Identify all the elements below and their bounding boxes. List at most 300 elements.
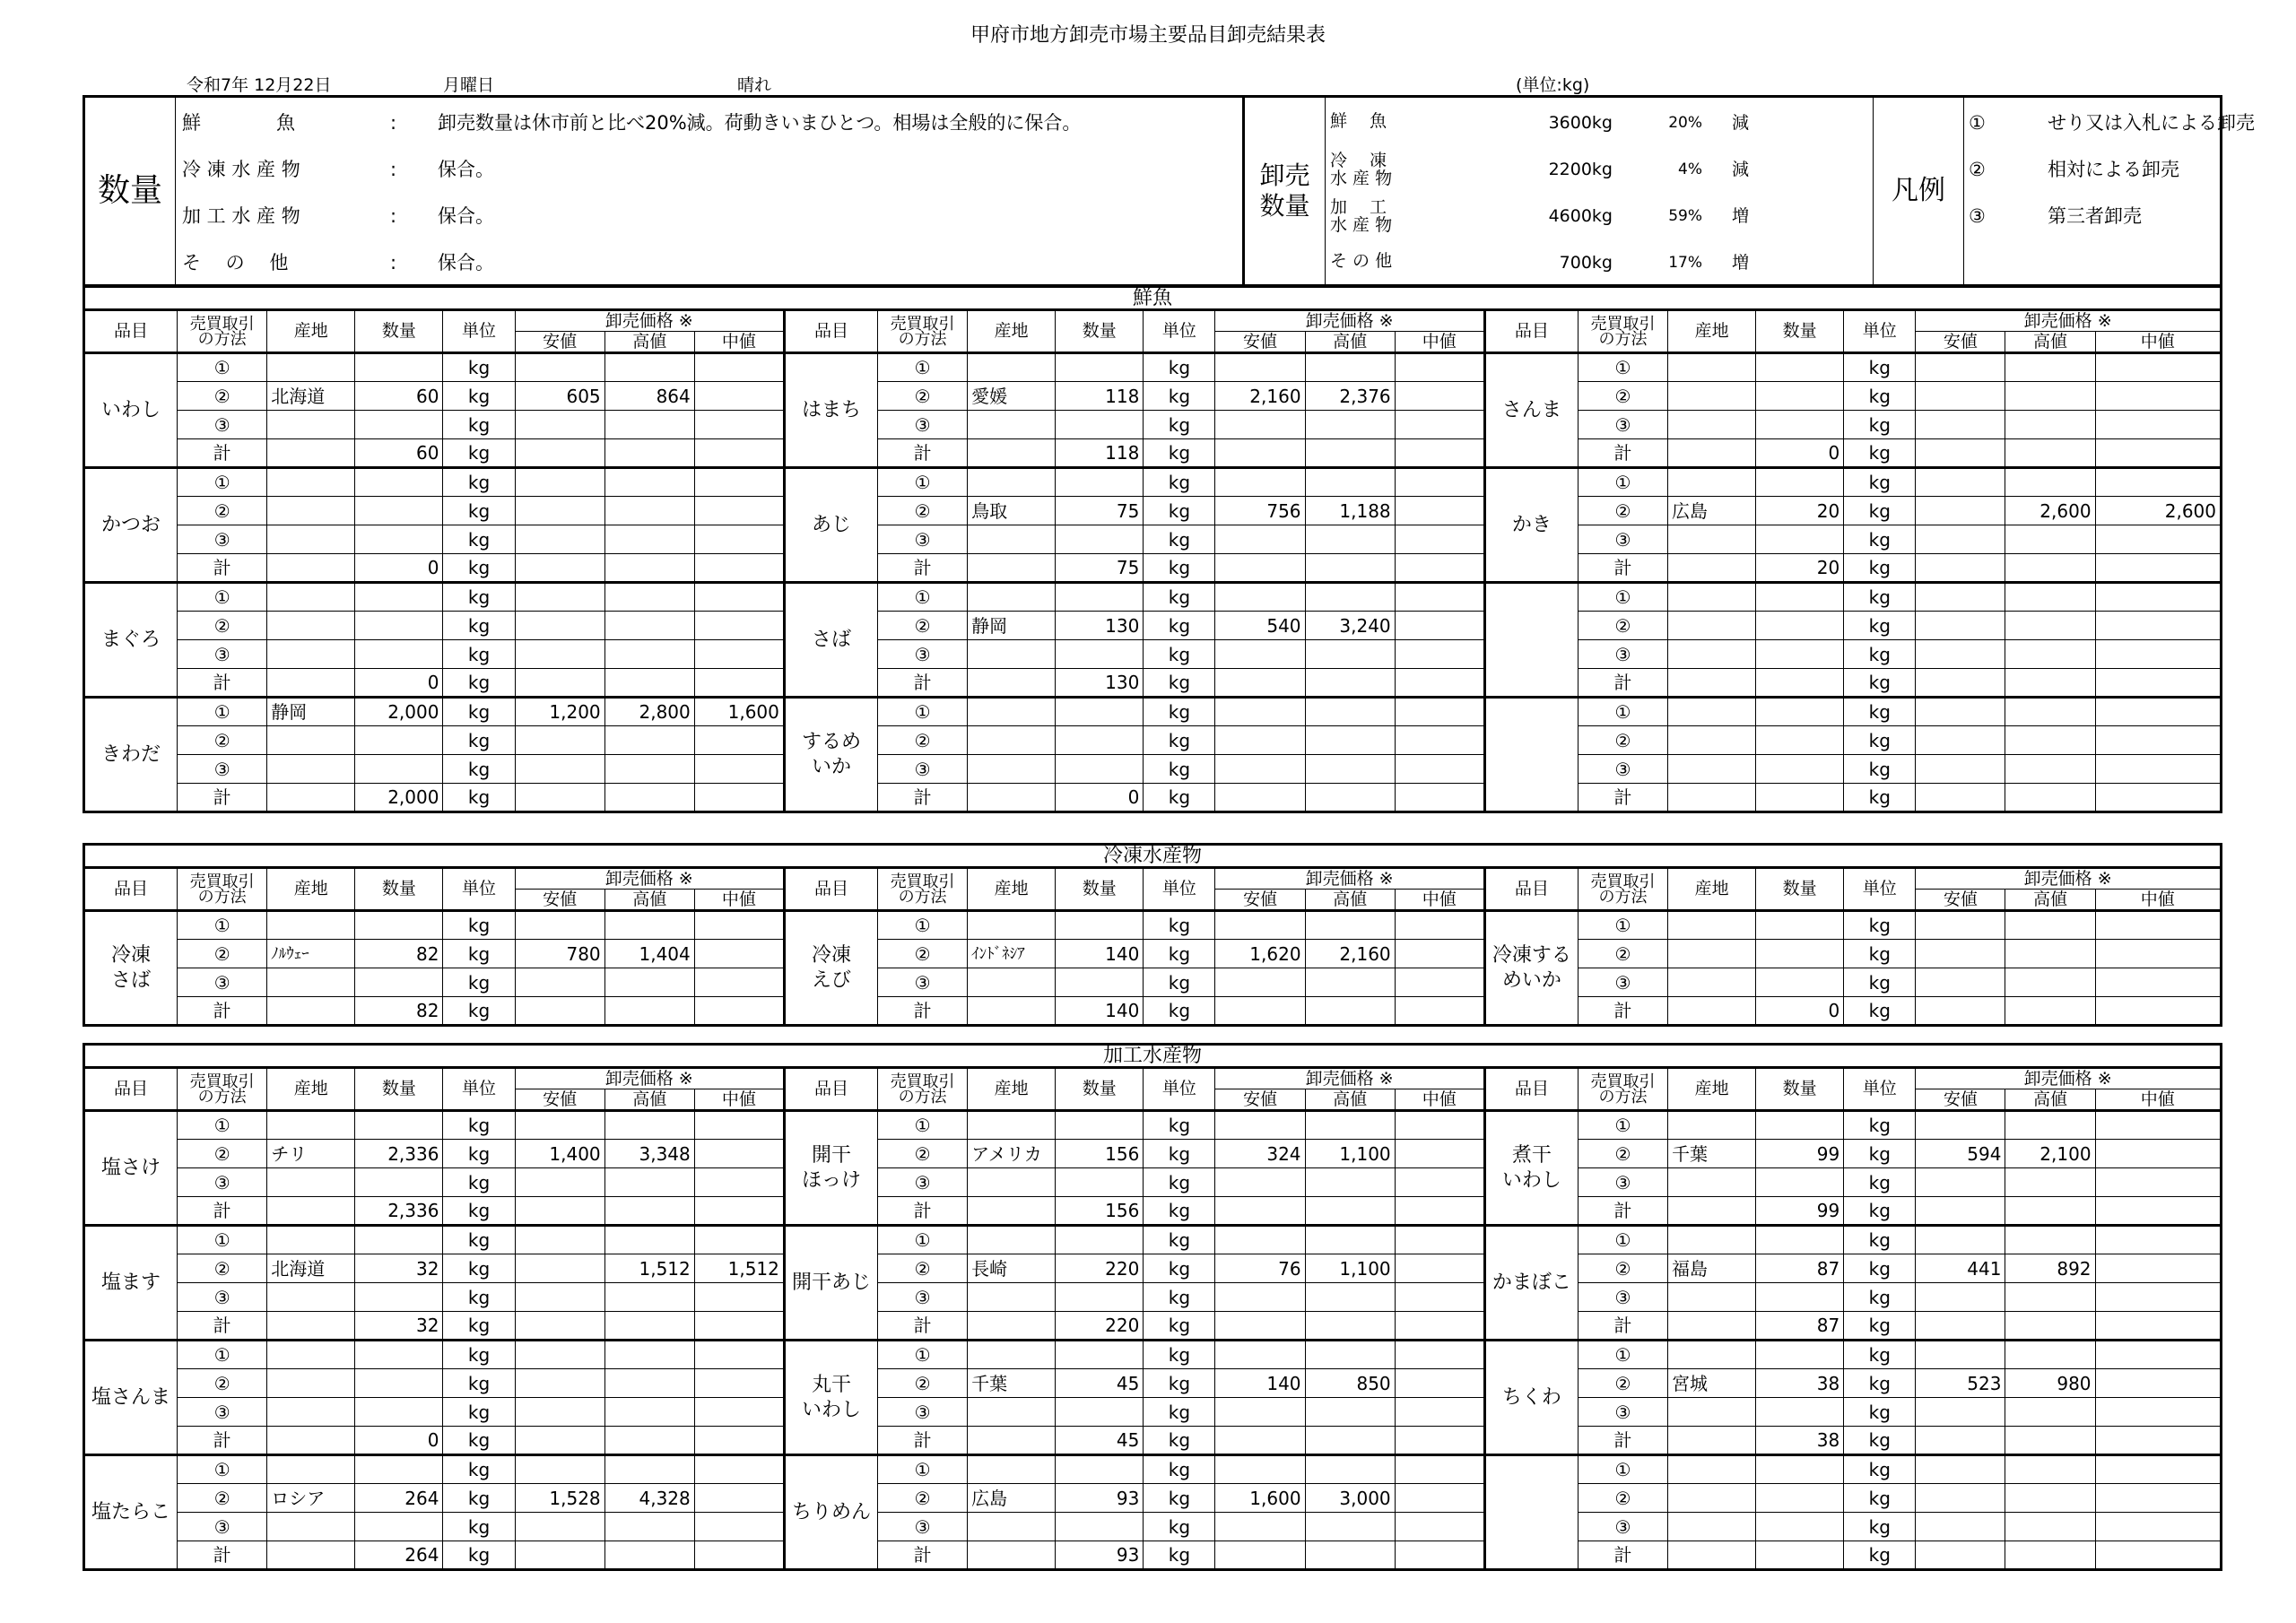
- summary-category: 加 工 水 産 物: [182, 205, 300, 227]
- qty-cell: [1056, 1226, 1144, 1254]
- mid-price-cell: [2095, 525, 2221, 554]
- qty-cell: [1756, 669, 1844, 698]
- origin-cell: 広島: [1668, 497, 1756, 525]
- high-price-cell: [2005, 1427, 2095, 1455]
- low-price-cell: [515, 583, 604, 612]
- mid-price-cell: [694, 755, 784, 784]
- mid-price-cell: [1395, 382, 1484, 411]
- method-cell: ③: [1578, 640, 1667, 669]
- method-cell: ③: [1578, 968, 1667, 997]
- unit-cell: kg: [1844, 997, 1916, 1026]
- unit-cell: kg: [443, 1513, 515, 1541]
- qty-cell: [1756, 1111, 1844, 1140]
- mid-price-cell: [1395, 784, 1484, 812]
- unit-cell: kg: [1844, 640, 1916, 669]
- method-cell: ①: [878, 1341, 968, 1369]
- low-price-cell: [515, 1427, 604, 1455]
- unit-cell: kg: [443, 640, 515, 669]
- qty-cell: [1756, 940, 1844, 968]
- qty-cell: 87: [1756, 1312, 1844, 1341]
- header-unit: 単位: [1844, 1068, 1916, 1111]
- table-row: [84, 669, 2222, 698]
- high-price-cell: [1305, 1168, 1395, 1197]
- origin-cell: 千葉: [1668, 1140, 1756, 1168]
- high-price-cell: [2005, 1541, 2095, 1570]
- low-price-cell: [1916, 1111, 2005, 1140]
- high-price-cell: [2005, 1341, 2095, 1369]
- method-cell: ①: [1578, 698, 1667, 726]
- mid-price-cell: [2095, 1513, 2221, 1541]
- unit-cell: kg: [1144, 497, 1215, 525]
- method-cell: ①: [178, 468, 267, 497]
- mid-price-cell: [1395, 755, 1484, 784]
- high-price-cell: 892: [2005, 1254, 2095, 1283]
- method-cell: ②: [1578, 612, 1667, 640]
- header-mid: 中値: [694, 332, 784, 353]
- low-price-cell: [515, 554, 604, 583]
- high-price-cell: [1305, 997, 1395, 1026]
- unit-cell: kg: [443, 784, 515, 812]
- unit-cell: kg: [443, 1168, 515, 1197]
- item-name: 丸干 いわし: [784, 1341, 877, 1455]
- low-price-cell: [515, 726, 604, 755]
- high-price-cell: [2005, 382, 2095, 411]
- qty-cell: [355, 583, 443, 612]
- unit-cell: kg: [1144, 1427, 1215, 1455]
- low-price-cell: [515, 612, 604, 640]
- method-cell: ③: [178, 525, 267, 554]
- qty-cell: 45: [1056, 1427, 1144, 1455]
- origin-cell: [968, 1398, 1056, 1427]
- summary-colon: :: [390, 205, 397, 227]
- method-cell: ③: [178, 411, 267, 439]
- qty-cell: 0: [1756, 997, 1844, 1026]
- qty-cell: 2,000: [355, 784, 443, 812]
- high-price-cell: [604, 1341, 694, 1369]
- method-cell: ②: [878, 497, 968, 525]
- section-title: 加工水産物: [83, 1043, 2222, 1068]
- low-price-cell: [515, 1312, 604, 1341]
- origin-cell: [267, 1513, 355, 1541]
- low-price-cell: [1916, 497, 2005, 525]
- legend-text: 第三者卸売: [2048, 205, 2142, 227]
- mid-price-cell: [694, 968, 784, 997]
- origin-cell: [968, 911, 1056, 940]
- origin-cell: [1668, 784, 1756, 812]
- low-price-cell: [1215, 1312, 1305, 1341]
- table-row: [84, 968, 2222, 997]
- table-row: [84, 1484, 2222, 1513]
- mid-price-cell: 2,600: [2095, 497, 2221, 525]
- volume-name: そ の 他: [1330, 251, 1393, 271]
- unit-cell: kg: [1844, 612, 1916, 640]
- unit-cell: kg: [1144, 1111, 1215, 1140]
- method-cell: 計: [878, 439, 968, 468]
- origin-cell: 広島: [968, 1484, 1056, 1513]
- mid-price-cell: [2095, 1427, 2221, 1455]
- high-price-cell: [2005, 698, 2095, 726]
- table-row: [84, 755, 2222, 784]
- unit-cell: kg: [443, 911, 515, 940]
- unit-cell: kg: [1144, 1312, 1215, 1341]
- high-price-cell: [1305, 1111, 1395, 1140]
- volume-name: 鮮 魚: [1330, 111, 1387, 131]
- mid-price-cell: [694, 1513, 784, 1541]
- unit-cell: kg: [1144, 1140, 1215, 1168]
- origin-cell: チリ: [267, 1140, 355, 1168]
- qty-cell: 264: [355, 1541, 443, 1570]
- low-price-cell: [515, 784, 604, 812]
- volume-pct: 17%: [1668, 254, 1702, 272]
- method-cell: ③: [1578, 1513, 1667, 1541]
- high-price-cell: [1305, 669, 1395, 698]
- origin-cell: 北海道: [267, 1254, 355, 1283]
- qty-cell: [1756, 612, 1844, 640]
- mid-price-cell: [1395, 612, 1484, 640]
- origin-cell: [267, 411, 355, 439]
- low-price-cell: [515, 1369, 604, 1398]
- qty-cell: [1756, 382, 1844, 411]
- qty-cell: [1756, 755, 1844, 784]
- low-price-cell: [1215, 755, 1305, 784]
- table-row: [84, 439, 2222, 468]
- header-method: 売買取引 の方法: [1578, 1068, 1667, 1111]
- unit-cell: kg: [1144, 1541, 1215, 1570]
- mid-price-cell: [694, 497, 784, 525]
- low-price-cell: [515, 1254, 604, 1283]
- volume-pct: 20%: [1668, 114, 1702, 132]
- low-price-cell: [515, 669, 604, 698]
- legend-text: せり又は入札による卸売: [2048, 112, 2255, 134]
- qty-cell: [355, 755, 443, 784]
- origin-cell: [267, 1168, 355, 1197]
- high-price-cell: 2,160: [1305, 940, 1395, 968]
- qty-cell: [1756, 1513, 1844, 1541]
- qty-cell: 0: [355, 669, 443, 698]
- method-cell: 計: [878, 1312, 968, 1341]
- low-price-cell: [1215, 1541, 1305, 1570]
- unit-cell: kg: [1844, 1197, 1916, 1226]
- header-origin: 産地: [267, 868, 355, 911]
- qty-cell: [355, 525, 443, 554]
- mid-price-cell: [1395, 669, 1484, 698]
- header-origin: 産地: [1668, 1068, 1756, 1111]
- mid-price-cell: [1395, 439, 1484, 468]
- header-unit: 単位: [443, 310, 515, 353]
- low-price-cell: 1,620: [1215, 940, 1305, 968]
- unit-cell: kg: [1144, 382, 1215, 411]
- origin-cell: [267, 726, 355, 755]
- table-row: [84, 382, 2222, 411]
- origin-cell: [267, 554, 355, 583]
- table-row: [84, 640, 2222, 669]
- unit-cell: kg: [443, 997, 515, 1026]
- high-price-cell: [2005, 1484, 2095, 1513]
- item-name: 塩さけ: [84, 1111, 178, 1226]
- volume-direction: 増: [1732, 206, 1750, 226]
- header-mid: 中値: [2095, 1089, 2221, 1111]
- mid-price-cell: [694, 1484, 784, 1513]
- qty-cell: [355, 640, 443, 669]
- high-price-cell: [604, 1226, 694, 1254]
- low-price-cell: 605: [515, 382, 604, 411]
- qty-cell: 0: [1056, 784, 1144, 812]
- high-price-cell: [604, 525, 694, 554]
- low-price-cell: [1215, 640, 1305, 669]
- item-name: [1484, 583, 1578, 698]
- low-price-cell: [1916, 525, 2005, 554]
- low-price-cell: [1916, 911, 2005, 940]
- qty-cell: [1756, 468, 1844, 497]
- qty-cell: 38: [1756, 1369, 1844, 1398]
- high-price-cell: [604, 1513, 694, 1541]
- header-method: 売買取引 の方法: [178, 868, 267, 911]
- qty-cell: [1756, 1484, 1844, 1513]
- mid-price-cell: [1395, 1111, 1484, 1140]
- qty-cell: [355, 497, 443, 525]
- table-row: [84, 1455, 2222, 1484]
- low-price-cell: [1916, 1398, 2005, 1427]
- method-cell: ②: [178, 940, 267, 968]
- qty-cell: 0: [355, 1427, 443, 1455]
- method-cell: 計: [178, 439, 267, 468]
- method-cell: 計: [178, 1541, 267, 1570]
- high-price-cell: 864: [604, 382, 694, 411]
- qty-cell: [1056, 1341, 1144, 1369]
- origin-cell: [968, 583, 1056, 612]
- high-price-cell: [604, 1312, 694, 1341]
- origin-cell: 北海道: [267, 382, 355, 411]
- mid-price-cell: [2095, 669, 2221, 698]
- high-price-cell: [604, 1369, 694, 1398]
- mid-price-cell: [1395, 1541, 1484, 1570]
- high-price-cell: [604, 640, 694, 669]
- low-price-cell: [1916, 1312, 2005, 1341]
- method-cell: ②: [878, 382, 968, 411]
- high-price-cell: [2005, 1398, 2095, 1427]
- unit-cell: kg: [1144, 1283, 1215, 1312]
- table-row: [84, 612, 2222, 640]
- unit-cell: kg: [1844, 784, 1916, 812]
- header-mid: 中値: [2095, 332, 2221, 353]
- origin-cell: [1668, 353, 1756, 382]
- method-cell: ①: [178, 1111, 267, 1140]
- qty-cell: [355, 612, 443, 640]
- method-cell: 計: [1578, 554, 1667, 583]
- mid-price-cell: [694, 1312, 784, 1341]
- low-price-cell: [1215, 1197, 1305, 1226]
- high-price-cell: [604, 911, 694, 940]
- qty-cell: 82: [355, 940, 443, 968]
- low-price-cell: [1916, 554, 2005, 583]
- method-cell: ②: [178, 1140, 267, 1168]
- high-price-cell: [1305, 726, 1395, 755]
- mid-price-cell: [1395, 468, 1484, 497]
- method-cell: ①: [1578, 1226, 1667, 1254]
- item-name: ちくわ: [1484, 1341, 1578, 1455]
- item-name: あじ: [784, 468, 877, 583]
- low-price-cell: [1215, 1398, 1305, 1427]
- method-cell: ②: [1578, 382, 1667, 411]
- header-origin: 産地: [1668, 868, 1756, 911]
- mid-price-cell: [1395, 1140, 1484, 1168]
- method-cell: 計: [178, 554, 267, 583]
- method-cell: ③: [878, 1283, 968, 1312]
- method-cell: ②: [178, 497, 267, 525]
- low-price-cell: 1,400: [515, 1140, 604, 1168]
- qty-cell: [1756, 583, 1844, 612]
- method-cell: ①: [178, 911, 267, 940]
- qty-cell: [355, 468, 443, 497]
- unit-cell: kg: [1144, 1197, 1215, 1226]
- unit-cell: kg: [1844, 1226, 1916, 1254]
- method-cell: 計: [178, 1197, 267, 1226]
- unit-cell: kg: [1144, 726, 1215, 755]
- origin-cell: [968, 468, 1056, 497]
- high-price-cell: [604, 968, 694, 997]
- low-price-cell: [1916, 1197, 2005, 1226]
- mid-price-cell: [2095, 554, 2221, 583]
- mid-price-cell: [1395, 1369, 1484, 1398]
- high-price-cell: [1305, 353, 1395, 382]
- method-cell: ①: [1578, 1341, 1667, 1369]
- header-qty: 数量: [1756, 1068, 1844, 1111]
- volume-qty: 700kg: [1559, 253, 1613, 273]
- mid-price-cell: [2095, 1254, 2221, 1283]
- method-cell: ②: [178, 1484, 267, 1513]
- method-cell: ③: [178, 1513, 267, 1541]
- method-cell: 計: [1578, 784, 1667, 812]
- method-cell: ①: [878, 911, 968, 940]
- mid-price-cell: [694, 1140, 784, 1168]
- method-cell: 計: [878, 1197, 968, 1226]
- high-price-cell: 2,100: [2005, 1140, 2095, 1168]
- qty-cell: 130: [1056, 669, 1144, 698]
- table-row: [84, 1197, 2222, 1226]
- low-price-cell: [1215, 1427, 1305, 1455]
- low-price-cell: [1916, 411, 2005, 439]
- mid-price-cell: [694, 940, 784, 968]
- qty-cell: [1056, 583, 1144, 612]
- high-price-cell: [1305, 1513, 1395, 1541]
- unit-cell: kg: [1144, 669, 1215, 698]
- origin-cell: [1668, 640, 1756, 669]
- header-low: 安値: [1215, 332, 1305, 353]
- origin-cell: [267, 1197, 355, 1226]
- low-price-cell: [1916, 468, 2005, 497]
- qty-cell: [355, 968, 443, 997]
- table-row: [84, 468, 2222, 497]
- high-price-cell: [2005, 1197, 2095, 1226]
- low-price-cell: [1916, 968, 2005, 997]
- high-price-cell: [1305, 525, 1395, 554]
- header-price: 卸売価格 ※: [1916, 868, 2222, 890]
- unit-cell: kg: [443, 1283, 515, 1312]
- unit-cell: kg: [1844, 1427, 1916, 1455]
- method-cell: ③: [178, 640, 267, 669]
- legend-mark: ③: [1969, 205, 1986, 227]
- high-price-cell: [2005, 554, 2095, 583]
- header-unit: 単位: [443, 868, 515, 911]
- item-name: 冷凍 えび: [784, 911, 877, 1026]
- header-high: 高値: [1305, 890, 1395, 911]
- table-row: [84, 1226, 2222, 1254]
- mid-price-cell: [2095, 1140, 2221, 1168]
- low-price-cell: [1215, 698, 1305, 726]
- qty-cell: 2,000: [355, 698, 443, 726]
- unit-cell: kg: [443, 411, 515, 439]
- high-price-cell: [604, 1168, 694, 1197]
- summary-text: 保合。: [438, 205, 494, 227]
- low-price-cell: 756: [1215, 497, 1305, 525]
- header-method: 売買取引 の方法: [878, 1068, 968, 1111]
- table-row: [84, 1541, 2222, 1570]
- high-price-cell: [2005, 640, 2095, 669]
- table-row: [84, 940, 2222, 968]
- method-cell: ②: [878, 940, 968, 968]
- header-row: [84, 868, 2222, 890]
- mid-price-cell: [1395, 1197, 1484, 1226]
- high-price-cell: [1305, 911, 1395, 940]
- low-price-cell: [515, 1398, 604, 1427]
- qty-cell: [1056, 698, 1144, 726]
- volume-qty: 3600kg: [1548, 113, 1613, 133]
- low-price-cell: 1,528: [515, 1484, 604, 1513]
- item-name: かき: [1484, 468, 1578, 583]
- high-price-cell: [2005, 1168, 2095, 1197]
- unit-cell: kg: [1844, 1541, 1916, 1570]
- origin-cell: [1668, 1283, 1756, 1312]
- unit-cell: kg: [1144, 1254, 1215, 1283]
- origin-cell: 愛媛: [968, 382, 1056, 411]
- origin-cell: [1668, 1484, 1756, 1513]
- item-name: きわだ: [84, 698, 178, 812]
- mid-price-cell: [2095, 968, 2221, 997]
- high-price-cell: [604, 468, 694, 497]
- high-price-cell: [604, 1398, 694, 1427]
- unit-cell: kg: [1144, 784, 1215, 812]
- origin-cell: [1668, 669, 1756, 698]
- method-cell: ③: [1578, 1398, 1667, 1427]
- low-price-cell: [1916, 382, 2005, 411]
- qty-cell: 87: [1756, 1254, 1844, 1283]
- high-price-cell: [1305, 755, 1395, 784]
- high-price-cell: 2,800: [604, 698, 694, 726]
- method-cell: ③: [178, 968, 267, 997]
- low-price-cell: 2,160: [1215, 382, 1305, 411]
- unit-cell: kg: [443, 1140, 515, 1168]
- volume-qty: 4600kg: [1548, 206, 1613, 226]
- method-cell: ③: [878, 755, 968, 784]
- origin-cell: ｲﾝﾄﾞﾈｼｱ: [968, 940, 1056, 968]
- mid-price-cell: [1395, 968, 1484, 997]
- qty-cell: [355, 1341, 443, 1369]
- high-price-cell: [1305, 968, 1395, 997]
- mid-price-cell: [694, 1398, 784, 1427]
- mid-price-cell: [2095, 411, 2221, 439]
- unit-cell: kg: [443, 497, 515, 525]
- qty-cell: 140: [1056, 940, 1144, 968]
- header-low: 安値: [1916, 332, 2005, 353]
- mid-price-cell: [1395, 411, 1484, 439]
- unit-cell: kg: [443, 698, 515, 726]
- low-price-cell: [1916, 755, 2005, 784]
- table-row: [84, 1168, 2222, 1197]
- low-price-cell: 324: [1215, 1140, 1305, 1168]
- method-cell: ②: [1578, 1484, 1667, 1513]
- origin-cell: [1668, 554, 1756, 583]
- method-cell: ①: [1578, 1455, 1667, 1484]
